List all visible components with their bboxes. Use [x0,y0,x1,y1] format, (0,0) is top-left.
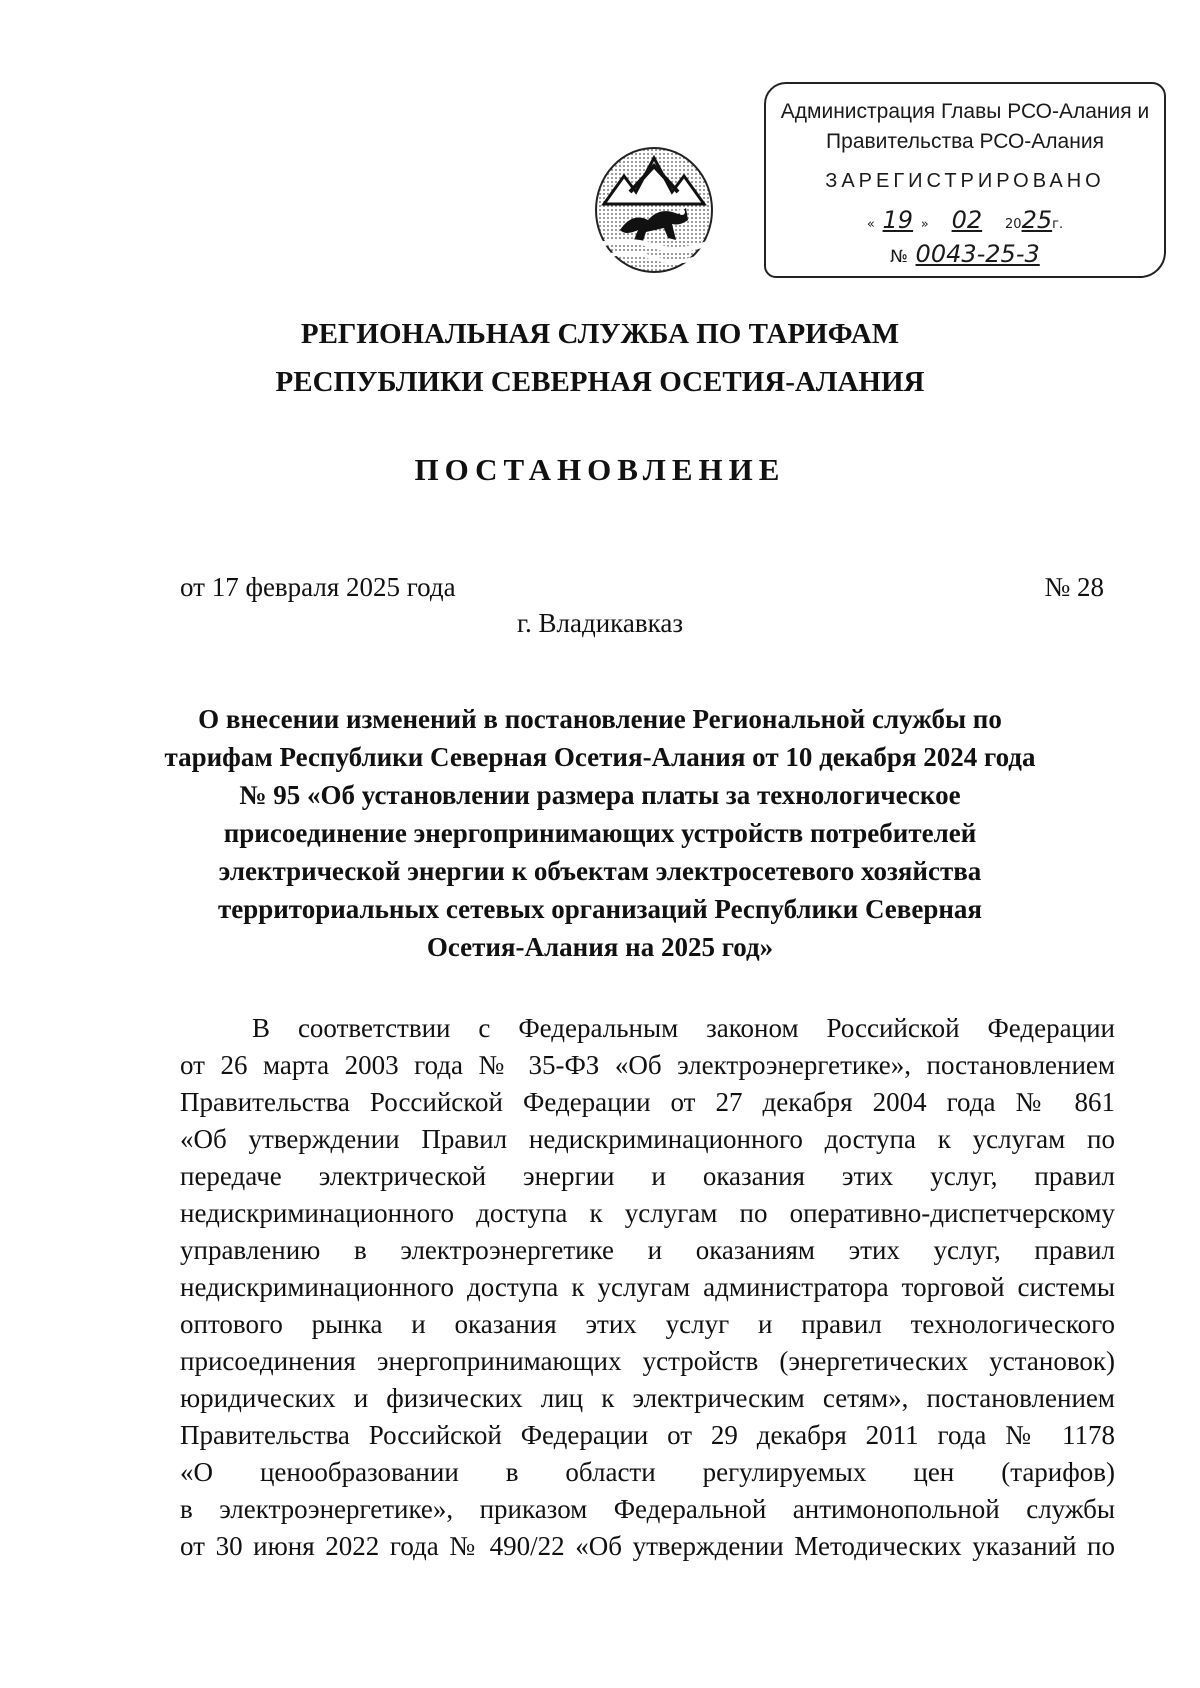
stamp-year-prefix: 20 [1005,217,1022,232]
stamp-year-mark: г. [1052,217,1064,232]
body-line: юридических и физических лиц к электрическим сетям», постановлением [180,1383,1115,1413]
title-line: тарифам Республики Северная Осетия-Алания от 10 декабря 2024 года [164,742,1036,772]
title-line: О внесении изменений в постановление Региональной службы по [198,704,1002,734]
document-type: ПОСТАНОВЛЕНИЕ [414,452,786,487]
stamp-number-value: 0043-25-3 [915,240,1040,268]
body-line: от 26 марта 2003 года № 35-ФЗ «Об электроэнергетике», постановлением [180,1050,1115,1080]
title-line: электрической энергии к объектам электросетевого хозяйства [218,856,982,886]
registration-stamp [764,82,1166,278]
body-line: недискриминационного доступа к услугам по оперативно-диспетчерскому [180,1198,1115,1228]
stamp-org-line-2: Правительства РСО-Алания [826,130,1104,153]
stamp-status: ЗАРЕГИСТРИРОВАНО [825,170,1105,192]
stamp-month: 02 [951,206,983,234]
body-line: присоединения энергопринимающих устройств (энергетических установок) [180,1346,1115,1376]
title-line: Осетия-Алания на 2025 год» [426,932,774,962]
stamp-number [766,240,1164,268]
document-title [0,700,1200,966]
body-line: от 30 июня 2022 года № 490/22 «Об утверждении Методических указаний по [180,1531,1115,1561]
stamp-number-label: № [890,247,908,267]
body-line: в электроэнергетике», приказом Федеральной антимонопольной службы [180,1494,1115,1524]
stamp-day: 19 [882,206,914,234]
org-name-line-2: РЕСПУБЛИКИ СЕВЕРНАЯ ОСЕТИЯ-АЛАНИЯ [275,366,925,398]
stamp-org-line-1: Администрация Главы РСО-Алания и [780,100,1150,123]
document-body [180,1010,1115,1565]
body-line: оптового рынка и оказания этих услуг и правил технологического [180,1309,1115,1339]
document-date: от 17 февраля 2025 года [180,572,456,602]
title-line: № 95 «Об установлении размера платы за технологическое [239,780,961,810]
coat-of-arms-emblem [590,140,718,276]
body-line: «О ценообразовании в области регулируемых цен (тарифов) [180,1457,1115,1487]
document-number: № 28 [1044,572,1104,602]
body-line: Правительства Российской Федерации от 27 декабря 2004 года № 861 [180,1087,1115,1117]
body-line: управлению в электроэнергетике и оказаниям этих услуг, правил [180,1235,1115,1265]
body-line: недискриминационного доступа к услугам администратора торговой системы [180,1272,1115,1302]
org-name-line-1: РЕГИОНАЛЬНАЯ СЛУЖБА ПО ТАРИФАМ [300,318,900,350]
document-city: г. Владикавказ [517,608,683,638]
body-line: передаче электрической энергии и оказания этих услуг, правил [180,1161,1115,1191]
body-line: В соответствии с Федеральным законом Российской Федерации [252,1013,1115,1043]
body-line: «Об утверждении Правил недискриминационного доступа к услугам по [180,1124,1115,1154]
body-line: Правительства Российской Федерации от 29 декабря 2011 года № 1178 [180,1420,1115,1450]
stamp-date: « 19 » 02 2025г. [866,206,1064,234]
title-line: территориальных сетевых организаций Республики Северная [217,894,983,924]
stamp-year-suffix: 25 [1021,206,1053,234]
title-line: присоединение энергопринимающих устройств потребителей [223,818,977,848]
